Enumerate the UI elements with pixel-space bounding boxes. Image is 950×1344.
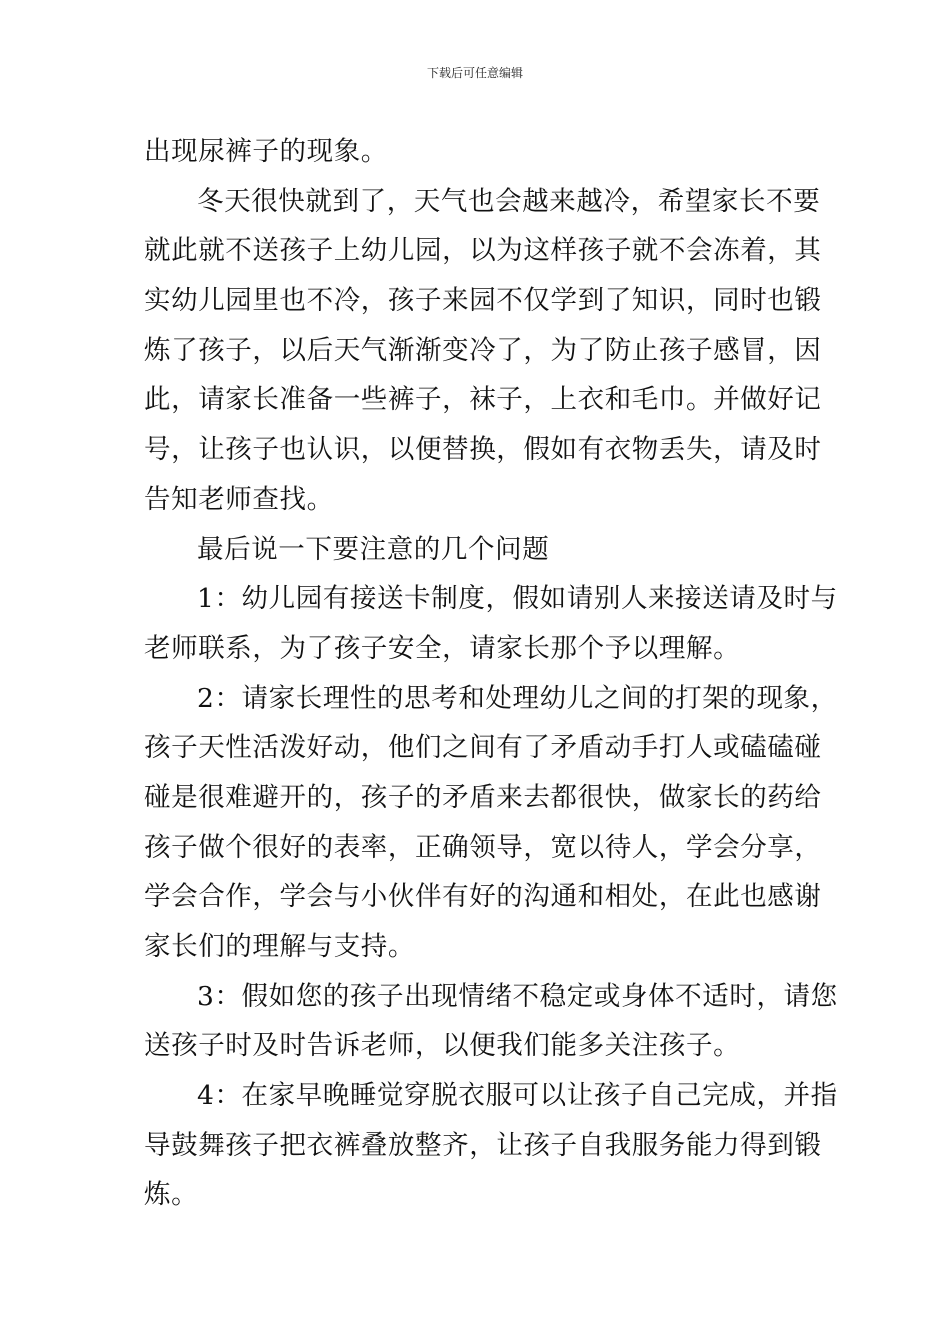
text-line: 炼。 — [144, 1179, 199, 1211]
text-line: 家长们的理解与支持。 — [144, 931, 415, 962]
text-line: 此，请家长准备一些裤子，袜子，上衣和毛巾。并做好记 — [144, 384, 822, 416]
text-line: 1：幼儿园有接送卡制度，假如请别人来接送请及时与 — [197, 583, 838, 615]
text-line: 号，让孩子也认识，以便替换，假如有衣物丢失，请及时 — [144, 434, 822, 466]
document-body — [144, 127, 838, 1220]
text-line: 实幼儿园里也不冷，孩子来园不仅学到了知识，同时也锻 — [144, 285, 822, 317]
text-line: 冬天很快就到了，天气也会越来越冷，希望家长不要 — [197, 185, 821, 217]
text-line: 送孩子时及时告诉老师，以便我们能多关注孩子。 — [144, 1030, 741, 1062]
text-line: 孩子做个很好的表率，正确领导，宽以待人，学会分享， — [144, 831, 822, 863]
text-line: 出现尿裤子的现象。 — [144, 136, 388, 167]
page-header: 下载后可任意编辑 — [426, 66, 523, 80]
text-line: 4：在家早晚睡觉穿脱衣服可以让孩子自己完成，并指 — [197, 1080, 838, 1112]
text-line: 老师联系，为了孩子安全，请家长那个予以理解。 — [144, 632, 741, 664]
text-line: 碰是很难避开的，孩子的矛盾来去都很快，做家长的药给 — [144, 781, 822, 813]
text-line: 孩子天性活泼好动，他们之间有了矛盾动手打人或磕磕碰 — [144, 732, 822, 764]
text-line: 3：假如您的孩子出现情绪不稳定或身体不适时，请您 — [197, 980, 838, 1012]
text-line: 最后说一下要注意的几个问题 — [197, 533, 550, 565]
text-line: 学会合作，学会与小伙伴有好的沟通和相处，在此也感谢 — [144, 881, 822, 913]
text-line: 就此就不送孩子上幼儿园，以为这样孩子就不会冻着，其 — [144, 235, 822, 267]
text-line: 2：请家长理性的思考和处理幼儿之间的打架的现象， — [197, 682, 838, 714]
text-line: 炼了孩子，以后天气渐渐变冷了，为了防止孩子感冒，因 — [144, 334, 822, 366]
text-line: 导鼓舞孩子把衣裤叠放整齐，让孩子自我服务能力得到锻 — [144, 1129, 822, 1161]
text-line: 告知老师查找。 — [144, 483, 334, 515]
